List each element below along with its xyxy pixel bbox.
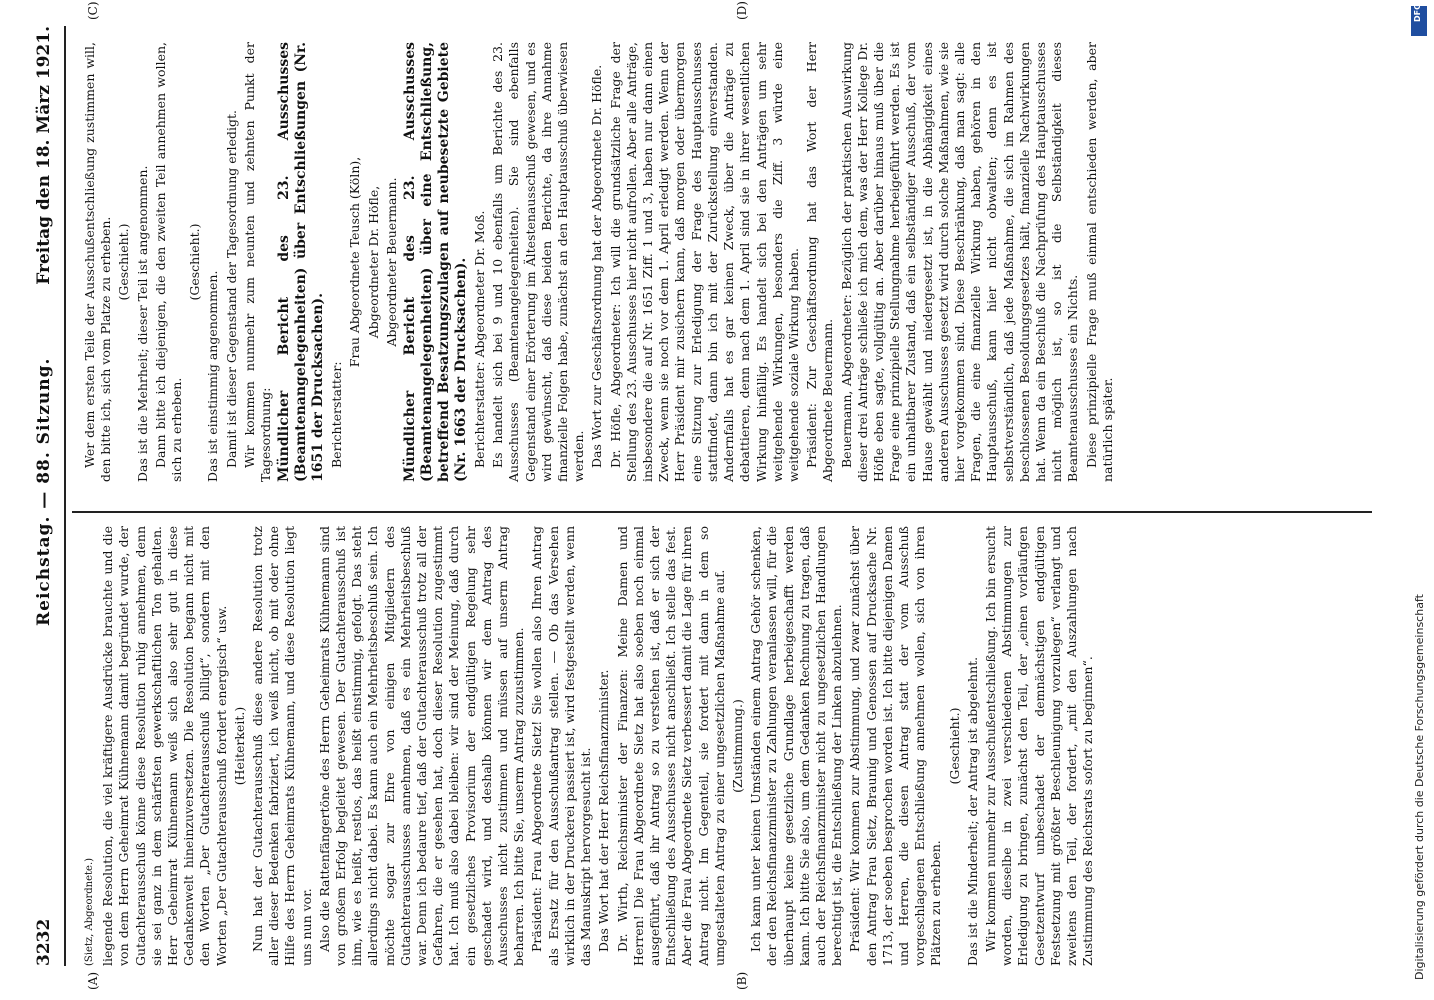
paragraph: Präsident: Wir kommen zur Abstimmung, und zwar zunächst über den Antrag Frau Sietz, Braunig und Genossen auf Drucksache Nr. 1713, der soeben besprochen worden ist. Ich bitte diejenigen Damen und Herren, die diesen Antrag statt der vom Ausschuß vorgeschlagenen Entschließung annehmen wollen, sich von ihren Plätzen zu erheben. — [847, 526, 944, 966]
rapporteur: Frau Abgeordnete Teusch (Köln), — [347, 156, 363, 368]
paragraph: Also die Rattenfängertöne des Herrn Geheimrats Kühnemann sind von großem Erfolg begleitet gewesen. Der Gutachterausschuß ist ihm, wie es heißt, restlos, das heißt einstimmig, gefolgt. Das steht allerdings nicht dabei. Es kann auch ein Mehrheitsbeschluß sein. Ich möchte sogar zur Ehre von einigen Mitgliedern des Gutachterausschusses annehmen, daß es ein Mehrheitsbeschluß war. Denn ich bedaure tief, daß der Gutachterausschuß trotz all der Gefahren, die er gesehen hat, doch dieser Resolution zugestimmt hat. Ich muß also dabei bleiben: wir sind der Meinung, daß durch ein gesetzliches Provisorium der endgültigen Regelung sehr geschadet wird, und deshalb können wir dem Antrag des Ausschusses nicht zustimmen und müssen auf unserm Antrag beharren. Ich bitte Sie, unserm Antrag zuzustimmen. — [316, 526, 527, 966]
paragraph: Berichterstatter: — [329, 361, 345, 468]
paragraph: Dann bitte ich diejenigen, die den zweiten Teil annehmen wollen, sich zu erheben. — [152, 42, 185, 482]
paragraph: Ich kann unter keinen Umständen einem Antrag Gehör schenken, der den Reichsfinanzminister zu Zahlungen veranlassen will, für die überhaupt keine gesetzliche Grundlage herbeigeschafft werden kann. Ich bitte Sie also, um dem Gedanken Rechnung zu tragen, daß auch der Reichsfinanzminister nicht zu ungesetzlichen Handlungen berechtigt ist, die Entschließung der Linken abzulehnen. — [748, 526, 845, 966]
interjection: (Heiterkeit.) — [231, 706, 247, 786]
margin-marker-c: (C) — [86, 1, 100, 20]
paragraph: Das ist die Minderheit; der Antrag ist abgelehnt. — [964, 656, 980, 966]
paragraph: Diese prinzipielle Frage muß einmal entschieden werden, aber natürlich später. — [1083, 42, 1115, 482]
paragraph: Das Wort zur Geschäftsordnung hat der Abgeordnete Dr. Höfle. — [589, 64, 605, 468]
interjection: (Geschieht.) — [946, 707, 962, 785]
speaker-continuation: (Sietz, Abgeordnete.) — [84, 857, 95, 966]
page-header — [30, 26, 66, 966]
paragraph: Wir kommen nunmehr zur Ausschußentschließung. Ich bin ersucht worden, dieselbe in zwei verschiedenen Abstimmungen zur Erledigung zu bringen, zunächst den Teil, der „einen vorläufigen Gesetzentwurf unbeschadet der demnächstigen endgültigen Festsetzung mit größter Beschleunigung vorzulegen“ verlangt und zweitens den Teil, der fordert, „mit den Auszahlungen nach Zustimmung des Reichsrats sofort zu beginnen“. — [982, 526, 1096, 966]
agenda-item-heading: Mündlicher Bericht des 23. Ausschusses (Beamtenangelegenheiten) über eine Entschließung, betreffend Besatzungszulagen auf neubesetzte Gebiete (Nr. 1663 der Drucksachen). — [402, 42, 470, 482]
paragraph: Dr. Wirth, Reichsminister der Finanzen: Meine Damen und Herren! Die Frau Abgeordnete Sietz hat also soeben noch einmal ausgeführt, daß ihr Antrag so zu verstehen ist, daß er sich der Entschließung des Ausschusses nicht anschließt. Ich stelle das fest. Aber die Frau Abgeordnete Sietz verbessert damit die Lage für ihren Antrag nicht. Im Gegenteil, sie fordert mit dann in dem so umgestalteten Antrag zu einer ungesetzlichen Maßnahme auf. — [614, 526, 727, 966]
paragraph: Präsident: Zur Geschäftsordnung hat das Wort der Herr Abgeordnete Beuermann. — [804, 42, 836, 482]
session-date: Freitag den 18. März 1921. — [34, 26, 54, 285]
rapporteur: Abgeordneter Dr. Höfle, — [365, 185, 381, 339]
rapporteur: Abgeordneter Beuermann. — [383, 177, 399, 347]
paragraph: liegende Resolution, die viel kräftigere Ausdrücke brauchte und die von dem Herrn Geheimrat Kühnemann damit begründet wurde, der Gutachterausschuß könne diese Resolution ruhig annehmen, denn sie sei ganz in dem schärfsten gewerkschaftlichen Ton gehalten. Herr Geheimrat Kühnemann weiß sich also sehr gut in diese Gedankenwelt hineinzuversetzen. Die Resolution begann nicht mit den Worten „Der Gutachterausschuß billigt“, sondern mit den Worten „Der Gutachterausschuß fordert energisch“ usw. — [100, 526, 229, 966]
paragraph: Es handelt sich bei 9 und 10 ebenfalls um Berichte des 23. Ausschusses (Beamtenangelegenheiten). Sie sind ebenfalls Gegenstand einer Erörterung im Ältestenausschuß gewesen, und es wird gewünscht, daß diese beiden Berichte, da ihre Annahme finanzielle Folgen habe, zunächst an den Hauptausschuß überwiesen werden. — [490, 42, 587, 482]
column-divider — [72, 511, 1372, 513]
interjection: (Geschieht.) — [116, 223, 132, 301]
interjection: (Geschieht.) — [187, 223, 203, 301]
paragraph: Dr. Höfle, Abgeordneter: Ich will die grundsätzliche Frage der Stellung des 23. Ausschusses hier nicht aufrollen. Aber alle Anträge, insbesondere die auf Nr. 1651 Ziff. 1 und 3, haben nur dann einen Zweck, wenn sie noch vor dem 1. April erledigt werden. Wenn der Herr Präsident mir zusichern kann, daß morgen oder übermorgen eine Sitzung zur Erledigung der Frage des Hauptausschusses stattfindet, dann bin ich mit der Zurückstellung einverstanden. Andernfalls hat es gar keinen Zweck, über die Anträge zu debattieren, denn nach dem 1. April sind sie in ihrer wesentlichen Wirkung hinfällig. Es handelt sich bei den Anträgen um sehr weitgehende Wirkungen, besonders die Ziff. 3 würde eine weitgehende soziale Wirkung haben. — [607, 42, 801, 482]
right-column — [82, 42, 1118, 482]
page-number: 3232 — [34, 918, 54, 966]
paragraph: Das ist einstimmig angenommen. — [205, 270, 221, 482]
margin-marker-a: (A) — [86, 971, 100, 990]
digitization-credit — [1406, 0, 1434, 1000]
paragraph: Wir kommen nunmehr zum neunten und zehnten Punkt der Tagesordnung: — [241, 42, 274, 482]
margin-marker-b: (B) — [735, 971, 749, 990]
margin-marker-d: (D) — [735, 1, 749, 20]
paragraph: Das Wort hat der Herr Reichsfinanzminister. — [596, 669, 612, 952]
agenda-item-heading: Mündlicher Bericht des 23. Ausschusses (Beamtenangelegenheiten) über Entschließungen (Nr. 1651 der Drucksachen). — [276, 42, 327, 482]
session-title: Reichstag. — 88. Sitzung. — [34, 357, 54, 626]
paragraph: Wer dem ersten Teile der Ausschußentschließung zustimmen will, den bitte ich, sich vom Platze zu erheben. — [82, 42, 114, 482]
credit-text: Digitalisierung gefördert durch die Deutsche Forschungsgemeinschaft — [1413, 594, 1426, 980]
interjection: (Zustimmung.) — [729, 699, 745, 793]
paragraph: Nun hat der Gutachterausschuß diese andere Resolution trotz aller dieser Bedenken fabriziert, ich weiß nicht, ob mit oder ohne Hilfe des Herrn Geheimrats Kühnemann, und diese Resolution liegt uns nun vor. — [250, 526, 314, 966]
paragraph: Berichterstatter: Abgeordneter Dr. Moß. — [472, 210, 488, 468]
dfg-logo: DFG — [1411, 6, 1427, 36]
paragraph: Beuermann, Abgeordneter: Bezüglich der praktischen Auswirkung dieser drei Anträge schließe ich mich dem, was der Herr Kollege Dr. Höfle eben sagte, vollgültig an. Aber darüber hinaus muß über die Frage eine prinzipielle Stellungnahme herbeigeführt werden. Es ist ein unhaltbarer Zustand, daß ein selbständiger Ausschuß, der vom Hause gewählt und niedergesetzt ist, in die Abhängigkeit eines anderen Ausschusses gesetzt wird durch solche Maßnahmen, wie sie hier vorgekommen sind. Diese Beschränkung, daß man sagt: alle Fragen, die eine finanzielle Wirkung haben, gehören in den Hauptausschuß, kann hier nicht obwalten; denn es ist selbstverständlich, daß jede Maßnahme, die sich im Rahmen des beschlossenen Besoldungsgesetzes hält, finanzielle Nachwirkungen hat. Wenn da ein Beschluß die Nachprüfung des Hauptausschusses nicht möglich ist, so ist die Selbständigkeit dieses Beamtenausschusses ein Nichts. — [838, 42, 1081, 482]
paragraph: Das ist die Mehrheit; dieser Teil ist angenommen. — [134, 165, 150, 482]
left-column — [82, 526, 1098, 966]
paragraph: Damit ist dieser Gegenstand der Tagesordnung erledigt. — [223, 109, 239, 468]
paragraph: Präsident: Frau Abgeordnete Sietz! Sie wollen also Ihren Antrag als Ersatz für den Ausschußantrag stellen. — Ob das Versehen wirklich in der Druckerei passiert ist, wird festgestellt werden, wenn das Manuskript hervorgesucht ist. — [529, 526, 594, 966]
